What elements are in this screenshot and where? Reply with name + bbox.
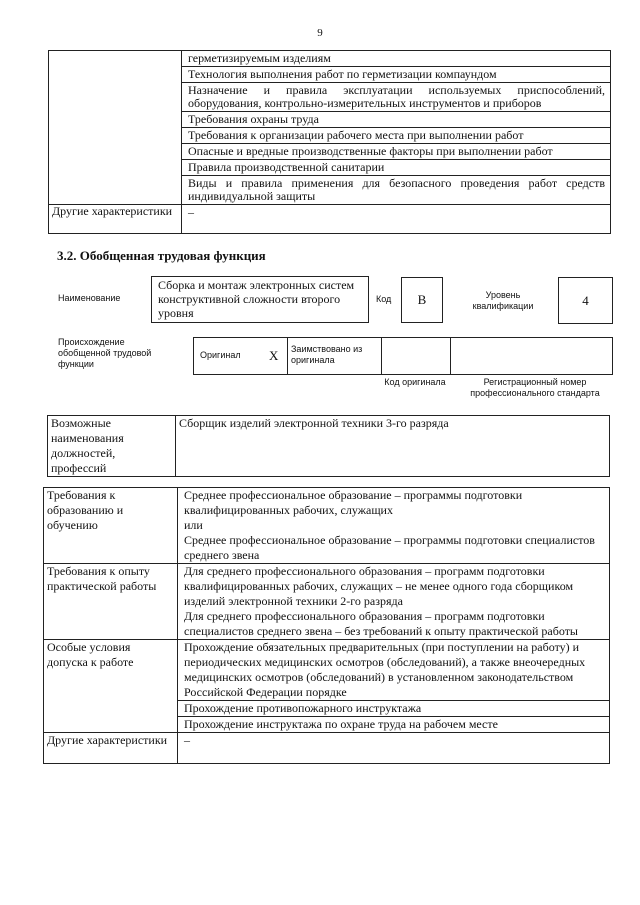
original-label: Оригинал bbox=[200, 350, 241, 360]
admission-row: Прохождение инструктажа по охране труда на рабочем месте bbox=[178, 717, 610, 733]
borrowed-label: Заимствовано из оригинала bbox=[291, 344, 363, 365]
education-label: Требования к образованию и обучению bbox=[44, 488, 178, 564]
other-characteristics-value: – bbox=[182, 205, 611, 234]
table-row: герметизируемым изделиям bbox=[182, 51, 611, 67]
other-characteristics-value: – bbox=[178, 733, 610, 764]
table-row: Технология выполнения работ по герметизации компаундом bbox=[182, 67, 611, 83]
education-value: Среднее профессиональное образование – программы подготовки квалифицированных рабочих, служащих или Среднее профессиональное образование – программы подготовки специалистов среднего звена bbox=[178, 488, 610, 564]
other-characteristics-label: Другие характеристики bbox=[49, 205, 182, 234]
code-label: Код bbox=[376, 294, 392, 304]
function-name: Сборка и монтаж электронных систем конструктивной сложности второго уровня bbox=[158, 278, 355, 320]
table-row: Правила производственной санитарии bbox=[182, 160, 611, 176]
origin-code-caption: Код оригинала bbox=[384, 377, 446, 387]
positions-table bbox=[47, 415, 610, 477]
name-label: Наименование bbox=[58, 293, 121, 303]
table-row: Виды и правила применения для безопасного проведения работ средств индивидуальной защиты bbox=[182, 176, 611, 205]
level-box bbox=[558, 277, 613, 324]
positions-label: Возможные наименования должностей, профессий bbox=[48, 416, 176, 477]
level-label: Уровень квалификации bbox=[472, 290, 534, 311]
admission-row: Прохождение противопожарного инструктажа bbox=[178, 701, 610, 717]
requirements-table bbox=[43, 487, 610, 764]
origin-label: Происхождение обобщенной трудовой функции bbox=[58, 337, 152, 369]
page-number: 9 bbox=[317, 27, 323, 39]
table-row: Назначение и правила эксплуатации используемых приспособлений, оборудования, контрольно-измерительных инструментов и приборов bbox=[182, 83, 611, 112]
original-mark: X bbox=[269, 348, 279, 363]
table-row: Опасные и вредные производственные факторы при выполнении работ bbox=[182, 144, 611, 160]
code-value: В bbox=[417, 292, 427, 307]
admission-row: Прохождение обязательных предварительных (при поступлении на работу) и периодических медицинских осмотров (обследований), а также внеочередных медицинских осмотров (обследований) в установленном законодательством Российской Федерации порядке bbox=[178, 640, 610, 701]
code-box bbox=[401, 277, 443, 323]
table-row: Требования к организации рабочего места при выполнении работ bbox=[182, 128, 611, 144]
reg-number-caption: Регистрационный номер профессионального стандарта bbox=[470, 377, 600, 398]
admission-label: Особые условия допуска к работе bbox=[44, 640, 178, 733]
experience-label: Требования к опыту практической работы bbox=[44, 564, 178, 640]
table-row: Требования охраны труда bbox=[182, 112, 611, 128]
origin-box bbox=[193, 337, 613, 375]
function-name-box bbox=[151, 276, 369, 323]
other-characteristics-label: Другие характеристики bbox=[44, 733, 178, 764]
section-heading: 3.2. Обобщенная трудовая функция bbox=[57, 248, 266, 263]
table-empty-cell bbox=[49, 51, 182, 205]
experience-value: Для среднего профессионального образования – программ подготовки квалифицированных рабочих, служащих – не менее одного года сборщиком изделий электронной техники 2-го разряда Для среднего профессионального образования – программ подготовки специалистов среднего звена – без требований к опыту практической работы bbox=[178, 564, 610, 640]
positions-value: Сборщик изделий электронной техники 3-го разряда bbox=[176, 416, 610, 477]
level-value: 4 bbox=[582, 293, 589, 308]
knowledge-table bbox=[48, 50, 611, 234]
